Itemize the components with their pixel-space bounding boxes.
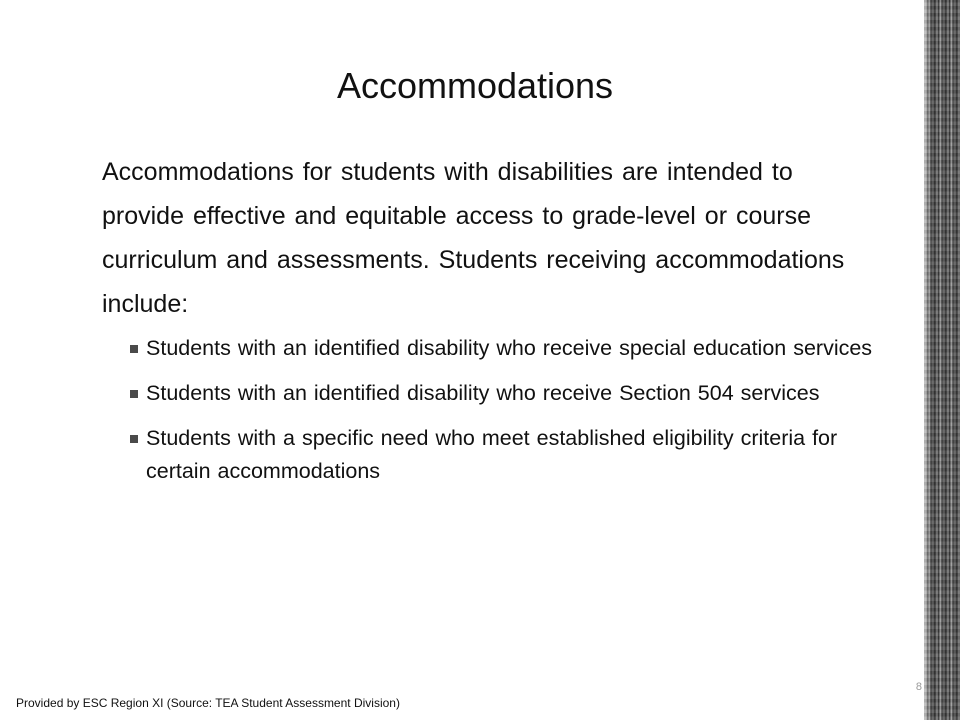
- page-number: 8: [915, 681, 922, 693]
- bullet-text: Students with a specific need who meet established eligibility criteria for certain accommodations: [146, 426, 838, 483]
- bullet-text: Students with an identified disability who receive special education services: [146, 336, 873, 360]
- slide-content: [102, 150, 882, 500]
- bullet-text: Students with an identified disability who receive Section 504 services: [146, 381, 820, 405]
- slide-title: Accommodations: [336, 65, 614, 106]
- bullet-list: [102, 332, 882, 488]
- lead-paragraph: Accommodations for students with disabilities are intended to provide effective and equitable access to grade-level or course curriculum and assessments. Students receiving accommodations include:: [102, 158, 845, 318]
- square-bullet-icon: [130, 390, 138, 398]
- bullet-item: [130, 422, 882, 488]
- footer-source: Provided by ESC Region XI (Source: TEA Student Assessment Division): [16, 696, 400, 710]
- bullet-item: [130, 377, 882, 410]
- square-bullet-icon: [130, 345, 138, 353]
- bullet-item: [130, 332, 882, 365]
- square-bullet-icon: [130, 435, 138, 443]
